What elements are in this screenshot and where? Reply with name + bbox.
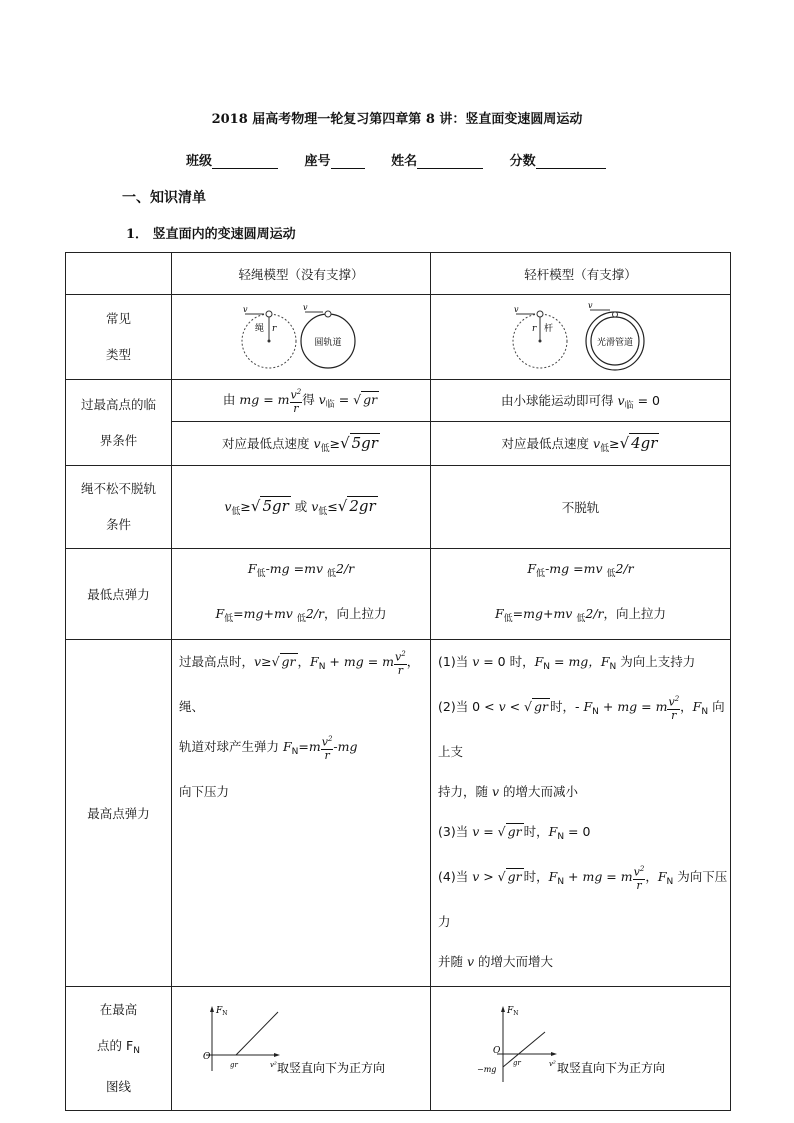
label-graph: 在最高 点的 $F_N$ 图线 — [66, 987, 172, 1111]
graph-rope — [172, 987, 431, 1111]
rope-graph-note: 取竖直向下为正方向 — [277, 1061, 386, 1075]
class-blank[interactable] — [212, 154, 278, 169]
name-blank[interactable] — [417, 154, 483, 169]
rope-graph-y-label: $F_N$ — [216, 1006, 228, 1017]
row-highest-force — [66, 640, 731, 987]
label-types: 常见 类型 — [66, 295, 172, 380]
velocity-label-3: v — [513, 304, 519, 314]
lowest-force-rope: $F_低-mg =mv$ $_低$2/r $F_低=mg+mv$ $_低$2/r，向上拉力 — [172, 549, 431, 640]
subsection-heading: 1． 竖直面内的变速圆周运动 — [126, 227, 296, 242]
label-highest-force: 最高点弹力 — [66, 640, 172, 987]
header-rod: 轻杆模型（有支撑） — [431, 253, 731, 295]
velocity-label: v — [243, 304, 248, 314]
row-graph — [66, 987, 731, 1111]
highest-force-rope: 过最高点时，v≥√ gr ，$F_N$ + mg = m $\frac{v^2}{r}$ ，绳、 轨道对球产生弹力 $F_N=m$ $\frac{v^2}{r}$ -mg 向下压力 — [172, 640, 431, 987]
table-header-row — [66, 253, 731, 295]
header-rope: 轻绳模型（没有支撑） — [172, 253, 431, 295]
student-info-line — [186, 150, 606, 169]
critical-rod: 由小球能运动即可得 $v_临 = 0$ — [431, 380, 731, 422]
rod-graph-origin: O — [493, 1046, 501, 1056]
no-derail-rope: $v_低\ge√$ 5gr 或 $v_低\le√$ 2gr — [172, 466, 431, 549]
rope-fn-graph — [172, 987, 431, 1107]
rod-graph-note: 取竖直向下为正方向 — [557, 1061, 666, 1075]
name-label: 姓名 — [391, 154, 418, 169]
seat-label: 座号 — [304, 154, 331, 169]
score-blank[interactable] — [536, 154, 606, 169]
rod-graph-gr: gr — [513, 1059, 521, 1067]
types-rod-figure — [431, 295, 731, 380]
rod-fn-graph — [431, 987, 731, 1107]
graph-rod — [431, 987, 731, 1111]
rod-tube-diagram — [506, 301, 656, 371]
section-heading: 一、知识清单 — [122, 190, 206, 206]
class-label: 班级 — [186, 154, 213, 169]
rope-track-diagram — [231, 301, 371, 371]
tube-label: 光滑管道 — [596, 337, 633, 348]
velocity-label-4: v — [587, 300, 593, 310]
velocity-label-2: v — [303, 302, 308, 312]
row-lowest-force — [66, 549, 731, 640]
rope-graph-gr: gr — [230, 1061, 238, 1069]
no-derail-rod: 不脱轨 — [431, 466, 731, 549]
rod-graph-neg-mg: −mg — [477, 1065, 497, 1074]
label-lowest-force: 最低点弹力 — [66, 549, 172, 640]
radius-label-2: r — [531, 323, 536, 334]
row-types — [66, 295, 731, 380]
highest-force-rod: (1)当 v = 0 时，$F_N$ = mg，$F_N$ 为向上支持力 (2)当 0 < v < √ gr 时，- $F_N$ + mg = m $\frac{v^2}{r}$ ，$F_N$ 向上支 持力，随 v 的增大而减小 (3)当 v = √ gr 时，$F_N = 0$ (4)当 v > √ gr 时，$F_N$ + mg = m $\frac{v^2}{r}$ ，$F_N$ 为向下压力 并随 v 的增大而增大 — [431, 640, 731, 987]
label-critical: 过最高点的临 界条件 — [66, 380, 172, 466]
rope-graph-x-label: v² — [270, 1061, 277, 1069]
rope-label: 绳 — [255, 323, 265, 334]
label-no-derail: 绳不松不脱轨 条件 — [66, 466, 172, 549]
radius-label: r — [272, 323, 277, 334]
document-title: 2018 届高考物理一轮复习第四章第 8 讲：竖直面变速圆周运动 — [211, 112, 583, 127]
row-no-derail — [66, 466, 731, 549]
rope-graph-origin: O — [203, 1052, 211, 1062]
lowest-speed-rope: 对应最低点速度 $v_低\ge√$ 5gr — [172, 422, 431, 466]
row-critical-condition — [66, 380, 731, 422]
types-rope-figure — [172, 295, 431, 380]
empty-header-cell — [66, 253, 172, 295]
seat-blank[interactable] — [331, 154, 365, 169]
rod-graph-x-label: v² — [549, 1060, 556, 1068]
lowest-force-rod: $F_低-mg =mv$ $_低$2/r $F_低=mg+mv$ $_低$2/r，向上拉力 — [431, 549, 731, 640]
knowledge-table — [65, 252, 731, 1111]
critical-rope: 由 mg = m $\frac{v^2}{r}$ 得 $v_临$ = √ gr — [172, 380, 431, 422]
track-label: 圆轨道 — [314, 337, 342, 348]
lowest-speed-rod: 对应最低点速度 $v_低\ge√$ 4gr — [431, 422, 731, 466]
score-label: 分数 — [509, 154, 536, 169]
rod-graph-y-label: $F_N$ — [507, 1006, 519, 1017]
rod-label: 杆 — [543, 323, 553, 334]
